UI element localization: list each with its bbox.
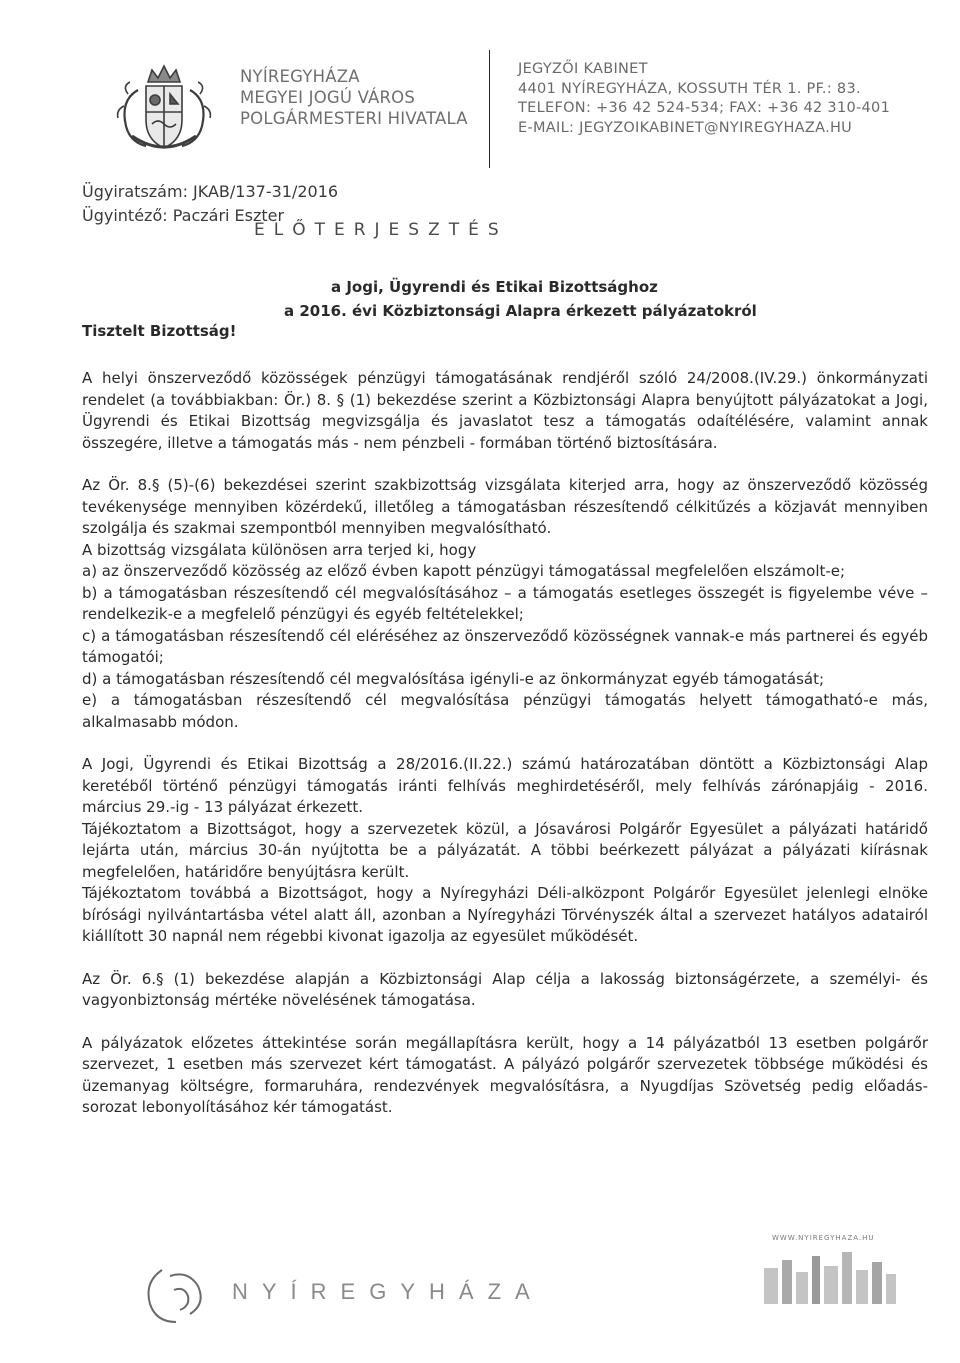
paragraph: A bizottság vizsgálata különösen arra terjed ki, hogy: [82, 540, 477, 559]
contact-email: E-MAIL: JEGYZOIKABINET@NYIREGYHAZA.HU: [518, 119, 853, 136]
addressee-subject: a 2016. évi Közbiztonsági Alapra érkezett pályázatokról: [284, 302, 757, 320]
paragraph: Az Ör. 8.§ (5)-(6) bekezdései szerint szakbizottság vizsgálata kiterjed arra, hogy az önszerveződő közösség tevékenysége mennyiben közérdekű, illetőleg a támogatásban részesítendő célkitűzés a közjavát mennyiben szolgálja és szakmai szempontból mennyiben megvalósítható.: [82, 476, 928, 537]
city-swirl-logo: [140, 1260, 210, 1330]
contact-line: JEGYZŐI KABINET: [518, 61, 648, 77]
issuing-office: [240, 66, 468, 129]
salutation: Tisztelt Bizottság!: [82, 322, 237, 340]
header-divider: [489, 50, 490, 168]
list-item: c) a támogatásban részesítendő cél eléréséhez az önszerveződő közösségnek vannak-e más partnerei és egyéb támogatói;: [82, 626, 928, 666]
addressee-committee: a Jogi, Ügyrendi és Etikai Bizottsághoz: [331, 278, 658, 296]
office-line: NYÍREGYHÁZA: [240, 67, 360, 86]
city-crest-logo: [108, 60, 226, 160]
contact-line: 4401 NYÍREGYHÁZA, KOSSUTH TÉR 1. PF.: 83.: [518, 80, 861, 97]
paragraph: A Jogi, Ügyrendi és Etikai Bizottság a 28/2016.(II.22.) számú határozatában döntött a Közbiztonsági Alap keretéből történő pénzügyi támogatás iránti felhívás meghirdetéséről, mely felhívás zárónapjáig - 2016. március 29.-ig - 13 pályázat érkezett.: [82, 755, 928, 816]
paragraph: Az Ör. 6.§ (1) bekezdése alapján a Közbiztonsági Alap célja a lakosság biztonságérzete, a személyi- és vagyonbiztonság mértéke növelésének támogatása.: [82, 969, 928, 1009]
footer-url: WWW.NYIREGYHAZA.HU: [772, 1234, 875, 1242]
list-item: d) a támogatásban részesítendő cél megvalósítása igényli-e az önkormányzat egyéb támogatását;: [82, 669, 825, 688]
list-item: a) az önszerveződő közösség az előző évben kapott pénzügyi támogatással megfelelően elszámolt-e;: [82, 562, 846, 580]
list-item: e) a támogatásban részesítendő cél megvalósítása pénzügyi támogatás helyett támogatható-e más, alkalmasabb módon.: [82, 691, 928, 731]
document-title: ELŐTERJESZTÉS: [254, 220, 508, 240]
case-handler: Ügyintéző: Paczári Eszter: [82, 206, 285, 225]
paragraph: A pályázatok előzetes áttekintése során megállapításra került, hogy a 14 pályázatból 13 esetben polgárőr szervezet, 1 esetben más szervezet kért támogatást. A pályázó polgárőr szervezetek többsége működési és üzemanyag költségre, formaruhára, rendezvények megvalósításra, a Nyugdíjas Szövetség pedig előadás-sorozat lebonyolításához kér támogatást.: [82, 1033, 928, 1116]
list-item: b) a támogatásban részesítendő cél megvalósításához – a támogatás esetleges összegét is figyelembe véve – rendelkezik-e a megfelelő pénzügyi és egyéb feltételekkel;: [82, 583, 928, 623]
footer-decorative-bars: [760, 1248, 900, 1304]
file-number: Ügyiratszám: JKAB/137-31/2016: [82, 182, 339, 201]
contact-block: [518, 60, 890, 138]
office-line: MEGYEI JOGÚ VÁROS: [240, 88, 416, 107]
paragraph: Tájékoztatom továbbá a Bizottságot, hogy a Nyíregyházi Déli-alközpont Polgárőr Egyesület jelenlegi elnöke bírósági nyilvántartásba vétel alatt áll, azonban a Nyíregyházi Törvényszék által a szervezet hatályos adatairól kiállított 30 napnál nem régebbi kivonat igazolja az egyesület működését.: [82, 884, 928, 945]
footer-brand: NYÍREGYHÁZA: [232, 1279, 544, 1304]
paragraph: Tájékoztatom a Bizottságot, hogy a szervezetek közül, a Jósavárosi Polgárőr Egyesület a pályázati határidő lejárta után, március 30-án nyújtotta be a pályázatát. A többi beérkezett pályázat a pályázati kiírásnak megfelelően, határidőre benyújtásra került.: [82, 819, 928, 881]
office-line: POLGÁRMESTERI HIVATALA: [240, 109, 468, 128]
paragraph: A helyi önszerveződő közösségek pénzügyi támogatásának rendjéről szóló 24/2008.(IV.29.) önkormányzati rendelet (a továbbiakban: Ör.) 8. § (1) bekezdése szerint a Közbiztonsági Alapra benyújtott pályázatokat a Jogi, Ügyrendi és Etikai Bizottság megvizsgálja és javaslatot tesz a támogatás odaítélésére, valamint annak összegére, illetve a támogatás más - nem pénzbeli - formában történő biztosítására.: [82, 369, 928, 452]
document-body: [82, 368, 928, 1119]
contact-line: TELEFON: +36 42 524-534; FAX: +36 42 310-401: [518, 100, 891, 116]
